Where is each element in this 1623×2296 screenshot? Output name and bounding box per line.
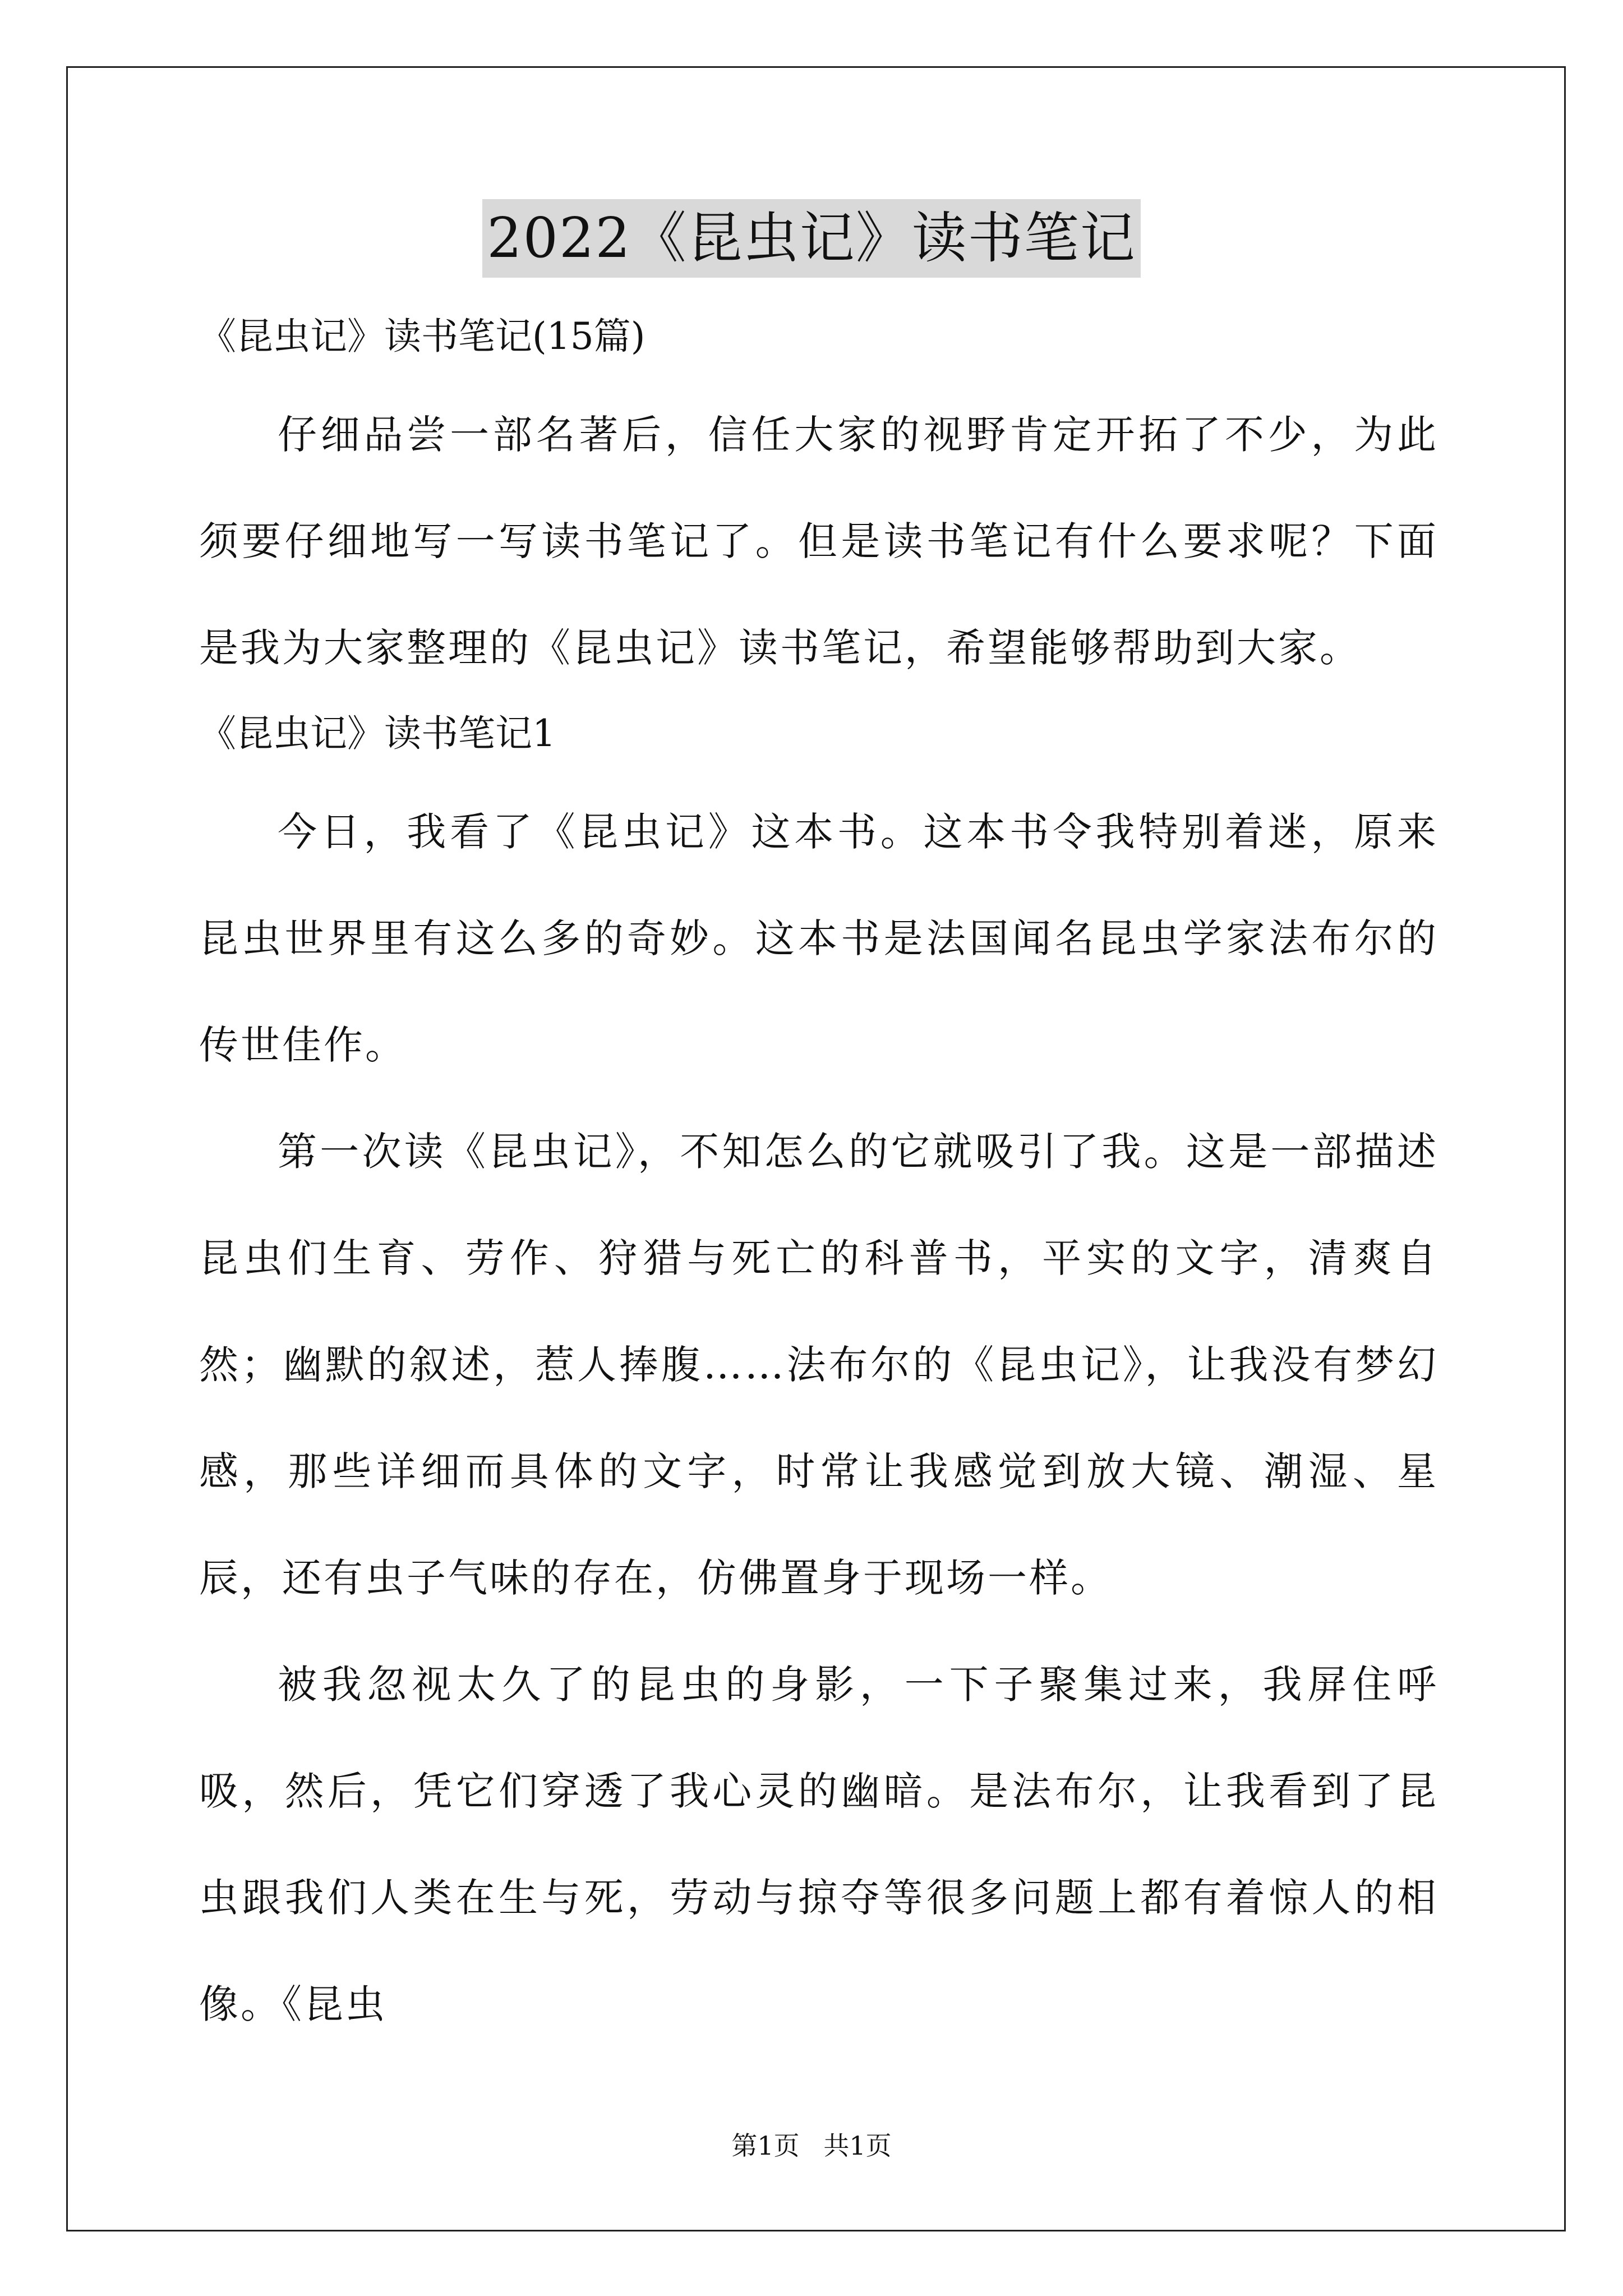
page-total: 共1页 — [823, 2131, 892, 2161]
body-paragraph: 今日，我看了《昆虫记》这本书。这本书令我特别着迷，原来昆虫世界里有这么多的奇妙。这本书是法国闻名昆虫学家法布尔的传世佳作。 — [199, 809, 1438, 1068]
document-body — [199, 314, 1438, 2058]
title-container — [0, 199, 1623, 278]
document-title: 2022《昆虫记》读书笔记 — [482, 199, 1140, 278]
intro-paragraph: 仔细品尝一部名著后，信任大家的视野肯定开拓了不少，为此须要仔细地写一写读书笔记了。但是读书笔记有什么要求呢？下面是我为大家整理的《昆虫记》读书笔记，希望能够帮助到大家。 — [199, 412, 1438, 671]
document-subtitle: 《昆虫记》读书笔记(15篇) — [199, 315, 645, 358]
body-paragraph: 第一次读《昆虫记》，不知怎么的它就吸引了我。这是一部描述昆虫们生育、劳作、狩猎与死亡的科普书，平实的文字，清爽自然；幽默的叙述，惹人捧腹……法布尔的《昆虫记》，让我没有梦幻感，那些详细而具体的文字，时常让我感觉到放大镜、潮湿、星辰，还有虫子气味的存在，仿佛置身于现场一样。 — [199, 1129, 1438, 1601]
page-footer — [0, 2129, 1623, 2162]
section-heading: 《昆虫记》读书笔记1 — [199, 712, 556, 755]
page-number: 第1页 — [731, 2131, 800, 2161]
body-paragraph: 被我忽视太久了的昆虫的身影，一下子聚集过来，我屏住呼吸，然后，凭它们穿透了我心灵的幽暗。是法布尔，让我看到了昆虫跟我们人类在生与死，劳动与掠夺等很多问题上都有着惊人的相像。《昆虫 — [199, 1662, 1438, 2027]
